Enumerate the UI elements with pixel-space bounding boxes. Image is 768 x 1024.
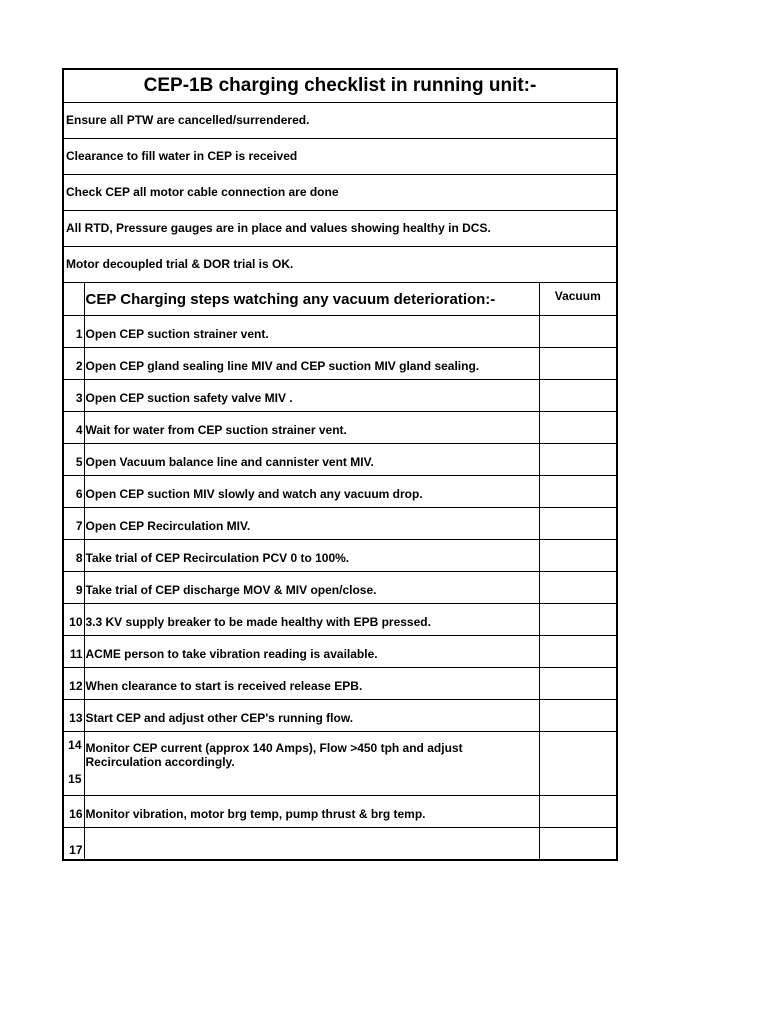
precheck-row: Ensure all PTW are cancelled/surrendered. <box>64 103 616 139</box>
steps-header-row <box>64 283 616 315</box>
vacuum-cell[interactable] <box>539 795 616 827</box>
step-number: 8 <box>64 539 84 571</box>
step-number: 1 <box>64 315 84 347</box>
precheck-row: All RTD, Pressure gauges are in place and values showing healthy in DCS. <box>64 211 616 247</box>
step-number-merged <box>64 731 84 795</box>
table-row <box>64 603 616 635</box>
vacuum-cell[interactable] <box>539 507 616 539</box>
precheck-row: Clearance to fill water in CEP is received <box>64 139 616 175</box>
step-description: Start CEP and adjust other CEP's running flow. <box>84 699 539 731</box>
table-row <box>64 731 616 795</box>
step-number: 12 <box>64 667 84 699</box>
vacuum-cell[interactable] <box>539 827 616 859</box>
step-number: 11 <box>64 635 84 667</box>
step-description <box>84 827 539 859</box>
table-row <box>64 379 616 411</box>
step-description: When clearance to start is received release EPB. <box>84 667 539 699</box>
checklist-sheet <box>62 68 618 861</box>
step-description: Monitor CEP current (approx 140 Amps), Flow >450 tph and adjust Recirculation accordingly. <box>84 731 539 795</box>
step-number: 6 <box>64 475 84 507</box>
step-description: Open Vacuum balance line and cannister vent MIV. <box>84 443 539 475</box>
step-description: 3.3 KV supply breaker to be made healthy with EPB pressed. <box>84 603 539 635</box>
step-description: Wait for water from CEP suction strainer vent. <box>84 411 539 443</box>
steps-header-title: CEP Charging steps watching any vacuum deterioration:- <box>84 283 539 315</box>
vacuum-cell[interactable] <box>539 347 616 379</box>
step-description: ACME person to take vibration reading is available. <box>84 635 539 667</box>
table-row <box>64 475 616 507</box>
table-row <box>64 795 616 827</box>
step-description: Monitor vibration, motor brg temp, pump thrust & brg temp. <box>84 795 539 827</box>
step-number: 2 <box>64 347 84 379</box>
steps-table <box>64 283 616 859</box>
step-number: 15 <box>68 771 82 786</box>
step-description: Open CEP suction strainer vent. <box>84 315 539 347</box>
step-description: Open CEP suction safety valve MIV . <box>84 379 539 411</box>
header-number-cell <box>64 283 84 315</box>
table-row <box>64 699 616 731</box>
table-row <box>64 667 616 699</box>
step-number: 16 <box>64 795 84 827</box>
step-number: 14 <box>68 737 82 752</box>
table-row <box>64 571 616 603</box>
step-description: Open CEP gland sealing line MIV and CEP suction MIV gland sealing. <box>84 347 539 379</box>
step-number: 3 <box>64 379 84 411</box>
step-description: Open CEP suction MIV slowly and watch any vacuum drop. <box>84 475 539 507</box>
step-number: 5 <box>64 443 84 475</box>
table-row <box>64 347 616 379</box>
vacuum-cell[interactable] <box>539 443 616 475</box>
vacuum-cell[interactable] <box>539 731 616 795</box>
step-description: Open CEP Recirculation MIV. <box>84 507 539 539</box>
step-number: 7 <box>64 507 84 539</box>
step-number: 10 <box>64 603 84 635</box>
vacuum-cell[interactable] <box>539 667 616 699</box>
vacuum-cell[interactable] <box>539 315 616 347</box>
table-row <box>64 827 616 859</box>
step-number: 17 <box>64 827 84 859</box>
table-row <box>64 507 616 539</box>
step-number: 9 <box>64 571 84 603</box>
step-number: 13 <box>64 699 84 731</box>
table-row <box>64 539 616 571</box>
table-row <box>64 635 616 667</box>
table-row <box>64 411 616 443</box>
step-description: Take trial of CEP Recirculation PCV 0 to 100%. <box>84 539 539 571</box>
step-description: Take trial of CEP discharge MOV & MIV open/close. <box>84 571 539 603</box>
vacuum-cell[interactable] <box>539 475 616 507</box>
vacuum-cell[interactable] <box>539 411 616 443</box>
vacuum-cell[interactable] <box>539 539 616 571</box>
table-row <box>64 443 616 475</box>
precheck-row: Check CEP all motor cable connection are done <box>64 175 616 211</box>
vacuum-cell[interactable] <box>539 635 616 667</box>
step-number: 4 <box>64 411 84 443</box>
vacuum-cell[interactable] <box>539 603 616 635</box>
vacuum-cell[interactable] <box>539 379 616 411</box>
vacuum-cell[interactable] <box>539 571 616 603</box>
precheck-row: Motor decoupled trial & DOR trial is OK. <box>64 247 616 283</box>
vacuum-cell[interactable] <box>539 699 616 731</box>
checklist-title: CEP-1B charging checklist in running unit:- <box>64 70 616 103</box>
vacuum-column-header: Vacuum <box>539 283 616 315</box>
table-row <box>64 315 616 347</box>
